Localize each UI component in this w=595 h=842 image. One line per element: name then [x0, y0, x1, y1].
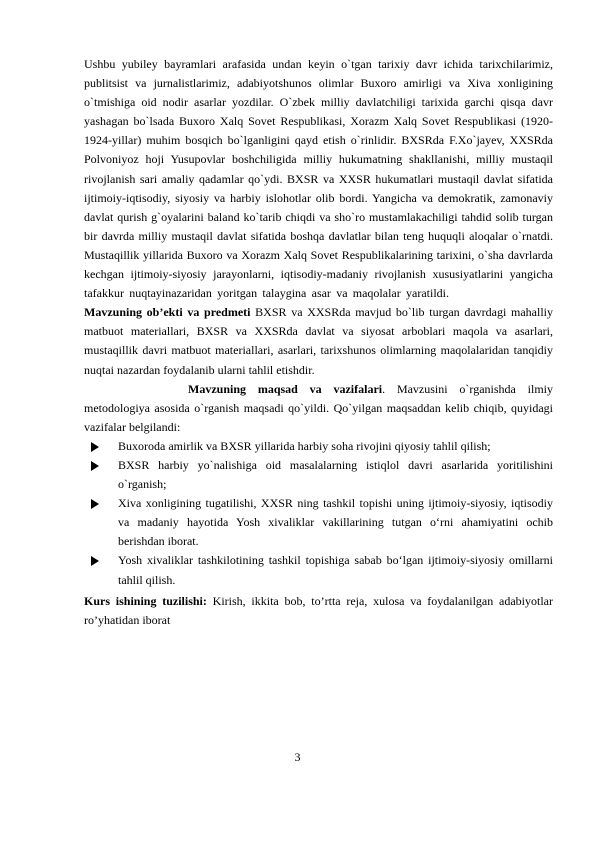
task-text: Yosh xivaliklar tashkilotining tashkil topishiga sabab bo‘lgan ijtimoiy-siyosiy omillarni tahlil qilish.	[118, 553, 553, 587]
goal-paragraph	[84, 380, 553, 437]
goal-text: . Mavzusini o`rganishda ilmiy metodologiya asosida o`rganish maqsadi qo`yildi. Qo`yilgan maqsaddan kelib chiqib, quyidagi vazifalar belgilandi:	[84, 381, 553, 434]
arrow-bullet-icon	[91, 461, 99, 471]
list-item	[118, 551, 553, 589]
structure-text: Kirish, ikkita bob, to’rtta reja, xulosa va foydalanilgan adabiyotlar ro’yhatidan iborat	[84, 593, 553, 627]
task-text: BXSR harbiy yo`nalishiga oid masalalarning istiqlol davri asarlarida yoritilishini o`rganish;	[118, 457, 553, 492]
task-text: Xiva xonligining tugatilishi, XXSR ning tashkil topishi uning ijtimoiy-siyosiy, iqtisodiy va madaniy hayotida Yosh xivaliklar vakillarining tutgan o‘rni ahamiyatini ochib berishdan iborat.	[118, 496, 553, 549]
document-body	[84, 55, 553, 630]
list-item	[118, 494, 553, 551]
tasks-list	[84, 437, 553, 590]
arrow-bullet-icon	[91, 499, 99, 509]
intro-text: Ushbu yubiley bayramlari arafasida undan keyin o`tgan tarixiy davr ichida tarixchilarimiz, publitsist va jurnalistlarimiz, adabiyotshunos olimlar Buxoro amirligi va Xiva xonligining o`tmishiga oid nodir asarlar yozdilar. O`zbek milliy davlatchiligi tarixida garchi qisqa davr yashagan bo`lsada Buxoro Xalq Sovet Respublikasi, Xorazm Xalq Sovet Respublikasi (1920-1924-yillar) muhim bosqich bo`lganligini qayd etish o`rinlidir. BXSRda F.Xo`jayev, XXSRda Polvoniyoz hoji Yusupovlar boshchiligida milliy hukumatning shakllanishi, milliy mustaqil rivojlanish sari amaliy qadamlar qo`ydi. BXSR va XXSR hukumatlari mustaqil davlat sifatida ijtimoiy-iqtisodiy, siyosiy va harbiy islohotlar olib bordi. Yangicha va demokratik, zamonaviy davlat qurish g`oyalarini baland ko`tarib chiqdi va sho`ro mustamlakachiligi tahdid solib turgan bir davrda milliy mustaqil davlat sifatida boshqa davlatlar bilan teng huquqli aloqalar o`rnatdi. Mustaqillik yillarida Buxoro va Xorazm Xalq Sovet Respublikalarining tarixini, o`sha davrlarda kechgan ijtimoiy-siyosiy jarayonlarni, iqtisodiy-madaniy rivojlanish xususiyatlarini yangicha tafakkur nuqtayinazaridan yoritgan talaygina asar va maqolalar yaratildi.	[84, 57, 553, 301]
page-number: 3	[294, 750, 301, 764]
object-heading: Mavzuning ob’ekti va predmeti	[84, 305, 251, 320]
goal-heading: Mavzuning maqsad va vazifalari	[188, 381, 383, 396]
arrow-bullet-icon	[91, 442, 99, 452]
list-item	[118, 437, 553, 456]
task-text: Buxoroda amirlik va BXSR yillarida harbiy soha rivojini qiyosiy tahlil qilish;	[118, 438, 491, 453]
structure-paragraph	[84, 592, 553, 630]
list-item	[118, 456, 553, 494]
object-text: BXSR va XXSRda mavjud bo`lib turgan davrdagi mahalliy matbuot materiallari, BXSR va XXSRda davlat va siyosat arboblari maqola va asarlari, mustaqillik davri matbuot materiallari, asarlari, tarixshunos olimlarning maqolalaridan tanqidiy nuqtai nazardan foydalanib ularni tahlil etishdir.	[84, 305, 554, 377]
intro-paragraph	[84, 55, 553, 380]
structure-heading: Kurs ishining tuzilishi:	[84, 593, 207, 608]
arrow-bullet-icon	[91, 556, 99, 566]
